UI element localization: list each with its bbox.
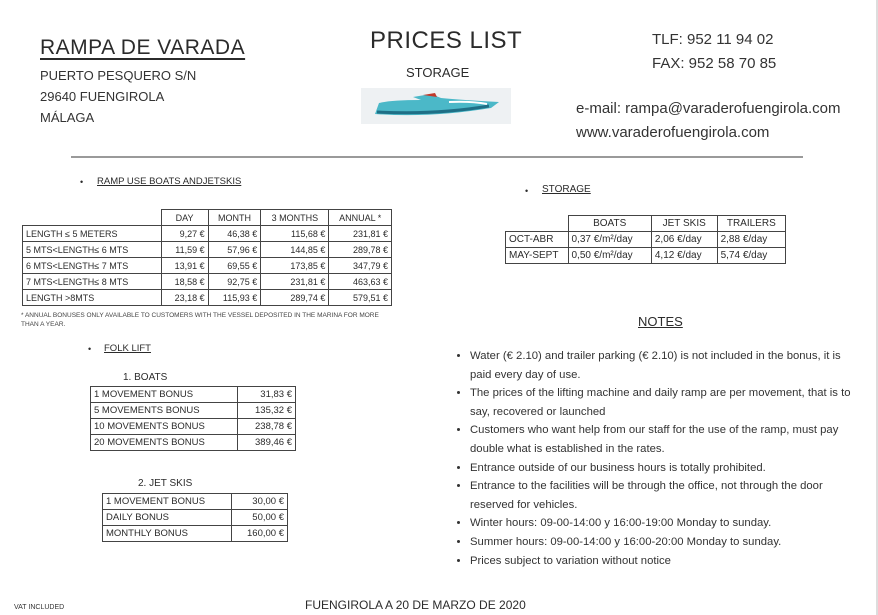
column-header: MONTH [208, 210, 261, 226]
notes-title: NOTES [638, 314, 683, 329]
bullet-icon: • [88, 344, 92, 354]
forklift-boats-table [90, 386, 296, 451]
price-cell: 231,81 € [329, 226, 392, 242]
price-cell: 57,96 € [208, 242, 261, 258]
jetskis-subheading: 2. JET SKIS [138, 478, 193, 489]
price-cell: 4,12 €/day [651, 248, 717, 264]
vat-note: VAT INCLUDED [14, 604, 65, 611]
price-cell: 579,51 € [329, 290, 392, 306]
price-cell: 115,68 € [261, 226, 329, 242]
row-label: LENGTH ≤ 5 METERS [23, 226, 162, 242]
address-line-3: MÁLAGA [40, 110, 95, 125]
price-cell: 0,50 €/m²/day [568, 248, 651, 264]
storage-heading: STORAGE [542, 184, 591, 195]
page-subtitle: STORAGE [406, 65, 470, 80]
notes-list [448, 347, 865, 570]
row-label: 20 MOVEMENTS BONUS [91, 435, 238, 451]
price-cell: 5,74 €/day [717, 248, 785, 264]
storage-price-table [505, 215, 786, 264]
column-header: TRAILERS [717, 216, 785, 232]
fax-number: FAX: 952 58 70 85 [652, 55, 777, 72]
table-row [506, 232, 786, 248]
price-cell: 115,93 € [208, 290, 261, 306]
list-item: • Winter hours: 09-00-14:00 y 16:00-19:00 Monday to sunday. [470, 514, 865, 533]
phone-number: TLF: 952 11 94 02 [652, 31, 774, 48]
price-cell: 92,75 € [208, 274, 261, 290]
row-label: LENGTH >8MTS [23, 290, 162, 306]
boat-logo-image [361, 88, 511, 124]
price-cell: 0,37 €/m²/day [568, 232, 651, 248]
table-row [23, 290, 392, 306]
price-cell: 389,46 € [238, 435, 296, 451]
row-label: 1 MOVEMENT BONUS [91, 387, 238, 403]
price-cell: 289,78 € [329, 242, 392, 258]
table-row [103, 526, 288, 542]
table-row [103, 510, 288, 526]
column-header: BOATS [568, 216, 651, 232]
page-title: PRICES LIST [370, 27, 523, 54]
price-cell: 289,74 € [261, 290, 329, 306]
address-line-1: PUERTO PESQUERO S/N [40, 68, 197, 83]
bullet-icon: • [525, 186, 529, 196]
ramp-price-table [22, 209, 392, 306]
table-row [103, 494, 288, 510]
price-cell: 173,85 € [261, 258, 329, 274]
table-header-row [23, 210, 392, 226]
price-cell: 23,18 € [161, 290, 208, 306]
table-row [91, 403, 296, 419]
email-link[interactable]: e-mail: rampa@varaderofuengirola.com [576, 100, 841, 117]
row-label: MONTHLY BONUS [103, 526, 232, 542]
list-item: • Entrance outside of our business hours is totally prohibited. [470, 459, 865, 478]
table-row [23, 226, 392, 242]
column-header: JET SKIS [651, 216, 717, 232]
annual-bonus-footnote: * ANNUAL BONUSES ONLY AVAILABLE TO CUSTOMERS WITH THE VESSEL DEPOSITED IN THE MARINA FOR MORE THAN A YEAR. [21, 312, 379, 328]
row-label: 5 MTS<LENGTH≤ 6 MTS [23, 242, 162, 258]
bullet-icon: • [80, 177, 84, 187]
row-label: 6 MTS<LENGTH≤ 7 MTS [23, 258, 162, 274]
list-item: • Customers who want help from our staff for the use of the ramp, must pay double what is established in the rates. [470, 421, 865, 458]
list-item: • The prices of the lifting machine and daily ramp are per movement, that is to say, recovered or launched [470, 384, 865, 421]
price-cell: 2,06 €/day [651, 232, 717, 248]
table-row [23, 258, 392, 274]
price-cell: 69,55 € [208, 258, 261, 274]
row-label: 1 MOVEMENT BONUS [103, 494, 232, 510]
row-label: 10 MOVEMENTS BONUS [91, 419, 238, 435]
list-item: • Entrance to the facilities will be through the office, not through the door reserved for vehicles. [470, 477, 865, 514]
address-line-2: 29640 FUENGIROLA [40, 89, 165, 104]
company-name: RAMPA DE VARADA [40, 36, 246, 59]
price-cell: 347,79 € [329, 258, 392, 274]
price-cell: 144,85 € [261, 242, 329, 258]
row-label: 7 MTS<LENGTH≤ 8 MTS [23, 274, 162, 290]
boats-subheading: 1. BOATS [123, 372, 168, 383]
table-row [91, 435, 296, 451]
website-link[interactable]: www.varaderofuengirola.com [576, 124, 770, 141]
price-cell: 238,78 € [238, 419, 296, 435]
price-cell: 160,00 € [232, 526, 288, 542]
boat-logo-icon [361, 88, 511, 124]
price-cell: 463,63 € [329, 274, 392, 290]
ramp-heading: RAMP USE BOATS ANDJETSKIS [97, 176, 242, 187]
price-cell: 31,83 € [238, 387, 296, 403]
list-item: • Summer hours: 09-00-14:00 y 16:00-20:00 Monday to sunday. [470, 533, 865, 552]
table-row [506, 248, 786, 264]
price-cell: 18,58 € [161, 274, 208, 290]
table-row [91, 387, 296, 403]
forklift-jetskis-table [102, 493, 288, 542]
table-row [23, 242, 392, 258]
row-label: DAILY BONUS [103, 510, 232, 526]
price-cell: 13,91 € [161, 258, 208, 274]
price-cell: 135,32 € [238, 403, 296, 419]
price-cell: 30,00 € [232, 494, 288, 510]
table-header-row [506, 216, 786, 232]
row-label: OCT-ABR [506, 232, 569, 248]
table-row [91, 419, 296, 435]
table-row [23, 274, 392, 290]
price-cell: 231,81 € [261, 274, 329, 290]
row-label: 5 MOVEMENTS BONUS [91, 403, 238, 419]
column-header: ANNUAL * [329, 210, 392, 226]
header-divider [71, 156, 803, 158]
column-header: 3 MONTHS [261, 210, 329, 226]
column-header: DAY [161, 210, 208, 226]
list-item: • Prices subject to variation without notice [470, 552, 865, 571]
footer-date: FUENGIROLA A 20 DE MARZO DE 2020 [305, 598, 526, 612]
price-cell: 50,00 € [232, 510, 288, 526]
list-item: • Water (€ 2.10) and trailer parking (€ 2.10) is not included in the bonus, it is paid every day of use. [470, 347, 865, 384]
forklift-heading: FOLK LIFT [104, 343, 151, 354]
price-cell: 11,59 € [161, 242, 208, 258]
row-label: MAY-SEPT [506, 248, 569, 264]
price-cell: 46,38 € [208, 226, 261, 242]
price-cell: 2,88 €/day [717, 232, 785, 248]
price-cell: 9,27 € [161, 226, 208, 242]
